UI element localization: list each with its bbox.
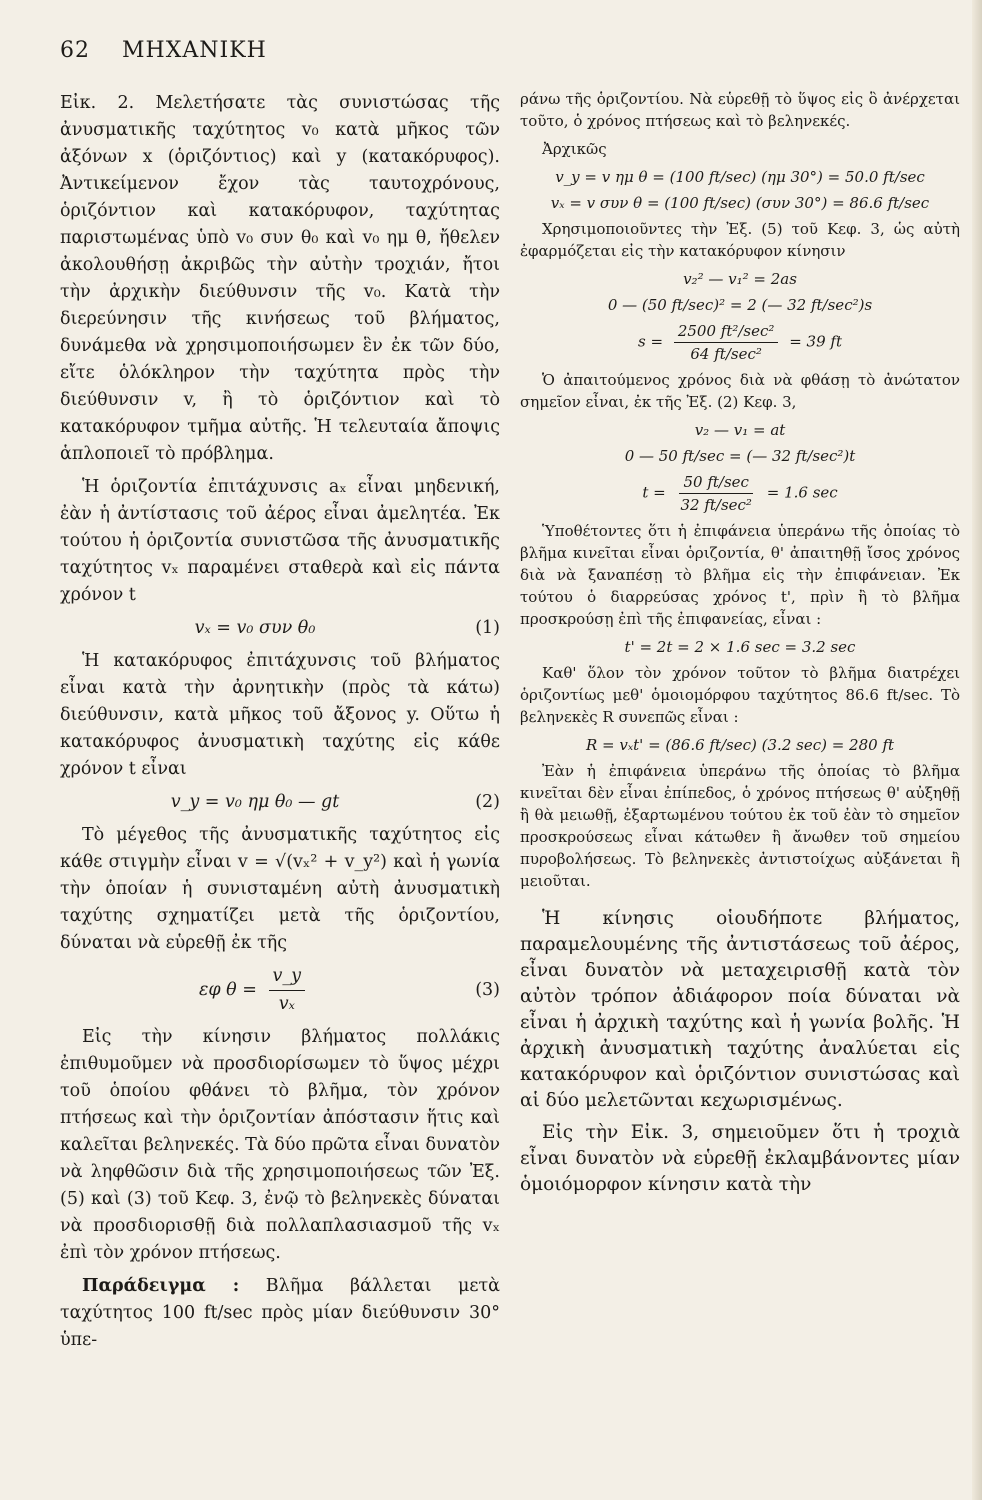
denominator: 32 ft/sec² bbox=[680, 496, 752, 514]
denominator: 64 ft/sec² bbox=[690, 345, 762, 363]
paragraph: Ὑποθέτοντες ὅτι ἡ ἐπιφάνεια ὑπεράνω τῆς ὁποίας τὸ βλῆμα κινεῖται εἶναι ὁριζοντία, θ' ἀπαιτηθῇ ἴσος χρόνος διὰ νὰ ξαναπέσῃ τὸ βλῆμα εἰς τὴν ἐπιφάνειαν. Ἐκ τούτου ὁ διαρρεύσας χρόνος t', πρὶν ἢ τὸ βλῆμα προσκρούσῃ ἐπὶ τῆς ἐπιφανείας, εἶναι : bbox=[520, 522, 960, 628]
paragraph: Εἰκ. 2. Μελετήσατε τὰς συνιστώσας τῆς ἀνυσματικῆς ταχύτητος v₀ κατὰ μῆκος τῶν ἀξόνων x (ὁριζόντιος) καὶ y (κατακόρυφος). Ἀντικείμενον ἔχον τὰς ταυτοχρόνους, ὁριζόντιον καὶ κατακόρυφον, ταχύτητας παριστωμένας ὑπὸ v₀ συν θ₀ καὶ v₀ ημ θ, ἤθελεν ἀκολουθήσῃ ἀκριβῶς τὴν αὐτὴν τροχιάν, ἤτοι τὴν ἀρχικὴν διεύθυνσιν τῆς v₀. Κατὰ τὴν διερεύνησιν τῆς κινήσεως τοῦ βλήματος, δυνάμεθα νὰ χρησιμοποιήσωμεν ἓν ἐκ τῶν δύο, εἴτε ὁλόκληρον τὴν ταχύτητα πρὸς τὴν διεύθυνσιν v, ἢ τὸ ὁριζόντιον καὶ τὸ κατακόρυφον τμῆμα αὐτῆς. Ἡ τελευταία ἄποψις ἁπλοποιεῖ τὸ πρόβλημα. bbox=[60, 93, 500, 464]
right-column bbox=[520, 88, 960, 1204]
spacer bbox=[520, 898, 960, 906]
paragraph: Καθ' ὅλον τὸν χρόνον τοῦτον τὸ βλῆμα διατρέχει ὁριζοντίως μεθ' ὁμοιομόρφου ταχύτητος 86.6 ft/sec. Τὸ βεληνεκὲς R συνεπῶς εἶναι : bbox=[520, 664, 960, 726]
paragraph: Ἡ κατακόρυφος ἐπιτάχυνσις τοῦ βλήματος εἶναι κατὰ τὴν ἀρνητικὴν (πρὸς τὰ κάτω) διεύθυνσιν, κατὰ μῆκος τοῦ ἄξονος y. Οὕτω ἡ κατακόρυφος ἀνυσματικὴ ταχύτης εἰς κάθε χρόνον t εἶναι bbox=[60, 651, 500, 779]
paragraph: Ἐὰν ἡ ἐπιφάνεια ὑπεράνω τῆς ὁποίας τὸ βλῆμα κινεῖται δὲν εἶναι ἐπίπεδος, ὁ χρόνος πτήσεως θ' αὐξηθῇ ἢ θὰ μειωθῇ, ἐξαρτωμένου τούτου ἐκ τοῦ ἐὰν τὸ σημεῖον προσκρούσεως εἶναι κάτωθεν ἢ ἄνωθεν τοῦ σημείου πυροβολήσεως. Τὸ βεληνεκὲς ἀντιστοίχως αὐξάνεται ἢ μειοῦται. bbox=[520, 762, 960, 890]
equation-lhs: t = bbox=[642, 483, 666, 502]
equation-2 bbox=[60, 789, 500, 816]
page-number: 62 bbox=[60, 38, 90, 63]
numerator: 2500 ft²/sec² bbox=[674, 320, 779, 343]
page-header bbox=[60, 38, 267, 63]
paragraph: Εἰς τὴν κίνησιν βλήματος πολλάκις ἐπιθυμοῦμεν νὰ προσδιορίσωμεν τὸ ὕψος μέχρι τοῦ ὁποίου φθάνει τὸ βλῆμα, τὸν χρόνον πτήσεως καὶ τὴν ὁριζοντίαν ἀπόστασιν ἥτις καὶ καλεῖται βεληνεκές. Τὰ δύο πρῶτα εἶναι δυνατὸν νὰ ληφθῶσιν διὰ τῆς χρησιμοποιήσεως τῶν Ἐξ. (5) καὶ (3) τοῦ Κεφ. 3, ἐνῷ τὸ βεληνεκὲς δύναται νὰ προσδιορισθῇ διὰ πολλαπλασιασμοῦ τῆς vₓ ἐπὶ τὸν χρόνον πτήσεως. bbox=[60, 1027, 500, 1263]
equation-lhs: s = bbox=[638, 332, 664, 351]
equation-vx: vₓ = v συν θ = (100 ft/sec) (συν 30°) = 86.6 ft/sec bbox=[550, 194, 930, 212]
equation-height bbox=[520, 320, 960, 365]
equation-3 bbox=[60, 963, 500, 1018]
equation-kinematic: v₂² — v₁² = 2as bbox=[683, 270, 797, 288]
equation-expression: vₓ = v₀ συν θ₀ bbox=[194, 618, 316, 638]
running-title: ΜΗΧΑΝΙΚΗ bbox=[122, 38, 267, 63]
equation-substitution: 0 — 50 ft/sec = (— 32 ft/sec²)t bbox=[624, 447, 856, 465]
equation-velocity: v₂ — v₁ = at bbox=[694, 421, 786, 439]
equation-number: (2) bbox=[475, 792, 500, 812]
paragraph: Ὁ ἀπαιτούμενος χρόνος διὰ νὰ φθάσῃ τὸ ἀνώτατον σημεῖον εἶναι, ἐκ τῆς Ἐξ. (2) Κεφ. 3, bbox=[520, 371, 960, 411]
equation-time bbox=[520, 471, 960, 516]
denominator: vₓ bbox=[278, 994, 295, 1014]
paragraph: Χρησιμοποιοῦντες τὴν Ἐξ. (5) τοῦ Κεφ. 3, ὡς αὐτὴ ἐφαρμόζεται εἰς τὴν κατακόρυφον κίνησιν bbox=[520, 220, 960, 260]
paragraph: Τὸ μέγεθος τῆς ἀνυσματικῆς ταχύτητος εἰς κάθε στιγμὴν εἶναι v = √(vₓ² + v_y²) καὶ ἡ γωνία τὴν ὁποίαν ἡ συνισταμένη αὐτὴ ἀνυσματικὴ ταχύτης σχηματίζει μετὰ τῆς ὁριζοντίου, δύναται νὰ εὑρεθῇ ἐκ τῆς bbox=[60, 825, 500, 953]
left-column bbox=[60, 90, 500, 1360]
equation-number: (3) bbox=[475, 980, 500, 1000]
fraction bbox=[674, 320, 779, 365]
label-initially: Ἀρχικῶς bbox=[542, 140, 607, 158]
page-edge bbox=[972, 0, 982, 1500]
equation-vy: v_y = v ημ θ = (100 ft/sec) (ημ 30°) = 50.0 ft/sec bbox=[555, 168, 925, 186]
numerator: v_y bbox=[269, 963, 306, 991]
equation-rhs: = 39 ft bbox=[789, 332, 842, 351]
paragraph: Εἰς τὴν Εἰκ. 3, σημειοῦμεν ὅτι ἡ τροχιὰ εἶναι δυνατὸν νὰ εὑρεθῇ ἐκλαμβάνοντες μίαν ὁμοιόμορφον κίνησιν κατὰ τὴν bbox=[520, 1122, 960, 1195]
equation-rhs: = 1.6 sec bbox=[766, 483, 838, 502]
equation-number: (1) bbox=[475, 618, 500, 638]
paragraph: ράνω τῆς ὁριζοντίου. Νὰ εὑρεθῇ τὸ ὕψος εἰς ὃ ἀνέρχεται τοῦτο, ὁ χρόνος πτήσεως καὶ τὸ βεληνεκές. bbox=[520, 90, 960, 130]
fraction bbox=[269, 963, 306, 1018]
equation-range: R = vₓt' = (86.6 ft/sec) (3.2 sec) = 280 ft bbox=[585, 736, 895, 754]
fraction bbox=[676, 471, 755, 516]
numerator: 50 ft/sec bbox=[679, 471, 752, 494]
paragraph: Ἡ ὁριζοντία ἐπιτάχυνσις aₓ εἶναι μηδενική, ἐὰν ἡ ἀντίστασις τοῦ ἀέρος εἶναι ἀμελητέα. Ἐκ τούτου ἡ ὁριζοντία συνιστῶσα τῆς ἀνυσματικῆς ταχύτητος vₓ παραμένει σταθερὰ καὶ εἰς πάντα χρόνον t bbox=[60, 477, 500, 605]
paragraph: Ἡ κίνησις οἱουδήποτε βλήματος, παραμελουμένης τῆς ἀντιστάσεως τοῦ ἀέρος, εἶναι δυνατὸν νὰ μεταχειρισθῇ κατὰ τὸν αὐτὸν τρόπον ἀδιάφορον ποία δύναται νὰ εἶναι ἡ ἀρχικὴ ταχύτης καὶ ἡ γωνία βολῆς. Ἡ ἀρχικὴ ἀνυσματικὴ ταχύτης ἀναλύεται εἰς κατακόρυφον καὶ ὁριζόντιον συνιστώσας καὶ αἱ δύο μελετῶνται κεχωρισμένως. bbox=[520, 908, 960, 1111]
equation-expression bbox=[60, 963, 450, 1018]
equation-total-time: t' = 2t = 2 × 1.6 sec = 3.2 sec bbox=[624, 638, 856, 656]
equation-substitution: 0 — (50 ft/sec)² = 2 (— 32 ft/sec²)s bbox=[607, 296, 873, 314]
example-text: Βλῆμα βάλλεται μετὰ ταχύτητος 100 ft/sec πρὸς μίαν διεύθυνσιν 30° ὑπε- bbox=[60, 1276, 500, 1350]
example-label: Παράδειγμα : bbox=[82, 1276, 240, 1296]
example-paragraph bbox=[60, 1273, 500, 1354]
equation-expression: v_y = v₀ ημ θ₀ — gt bbox=[170, 792, 340, 812]
equation-1 bbox=[60, 615, 500, 642]
equation-lhs: εφ θ = bbox=[198, 980, 257, 1000]
